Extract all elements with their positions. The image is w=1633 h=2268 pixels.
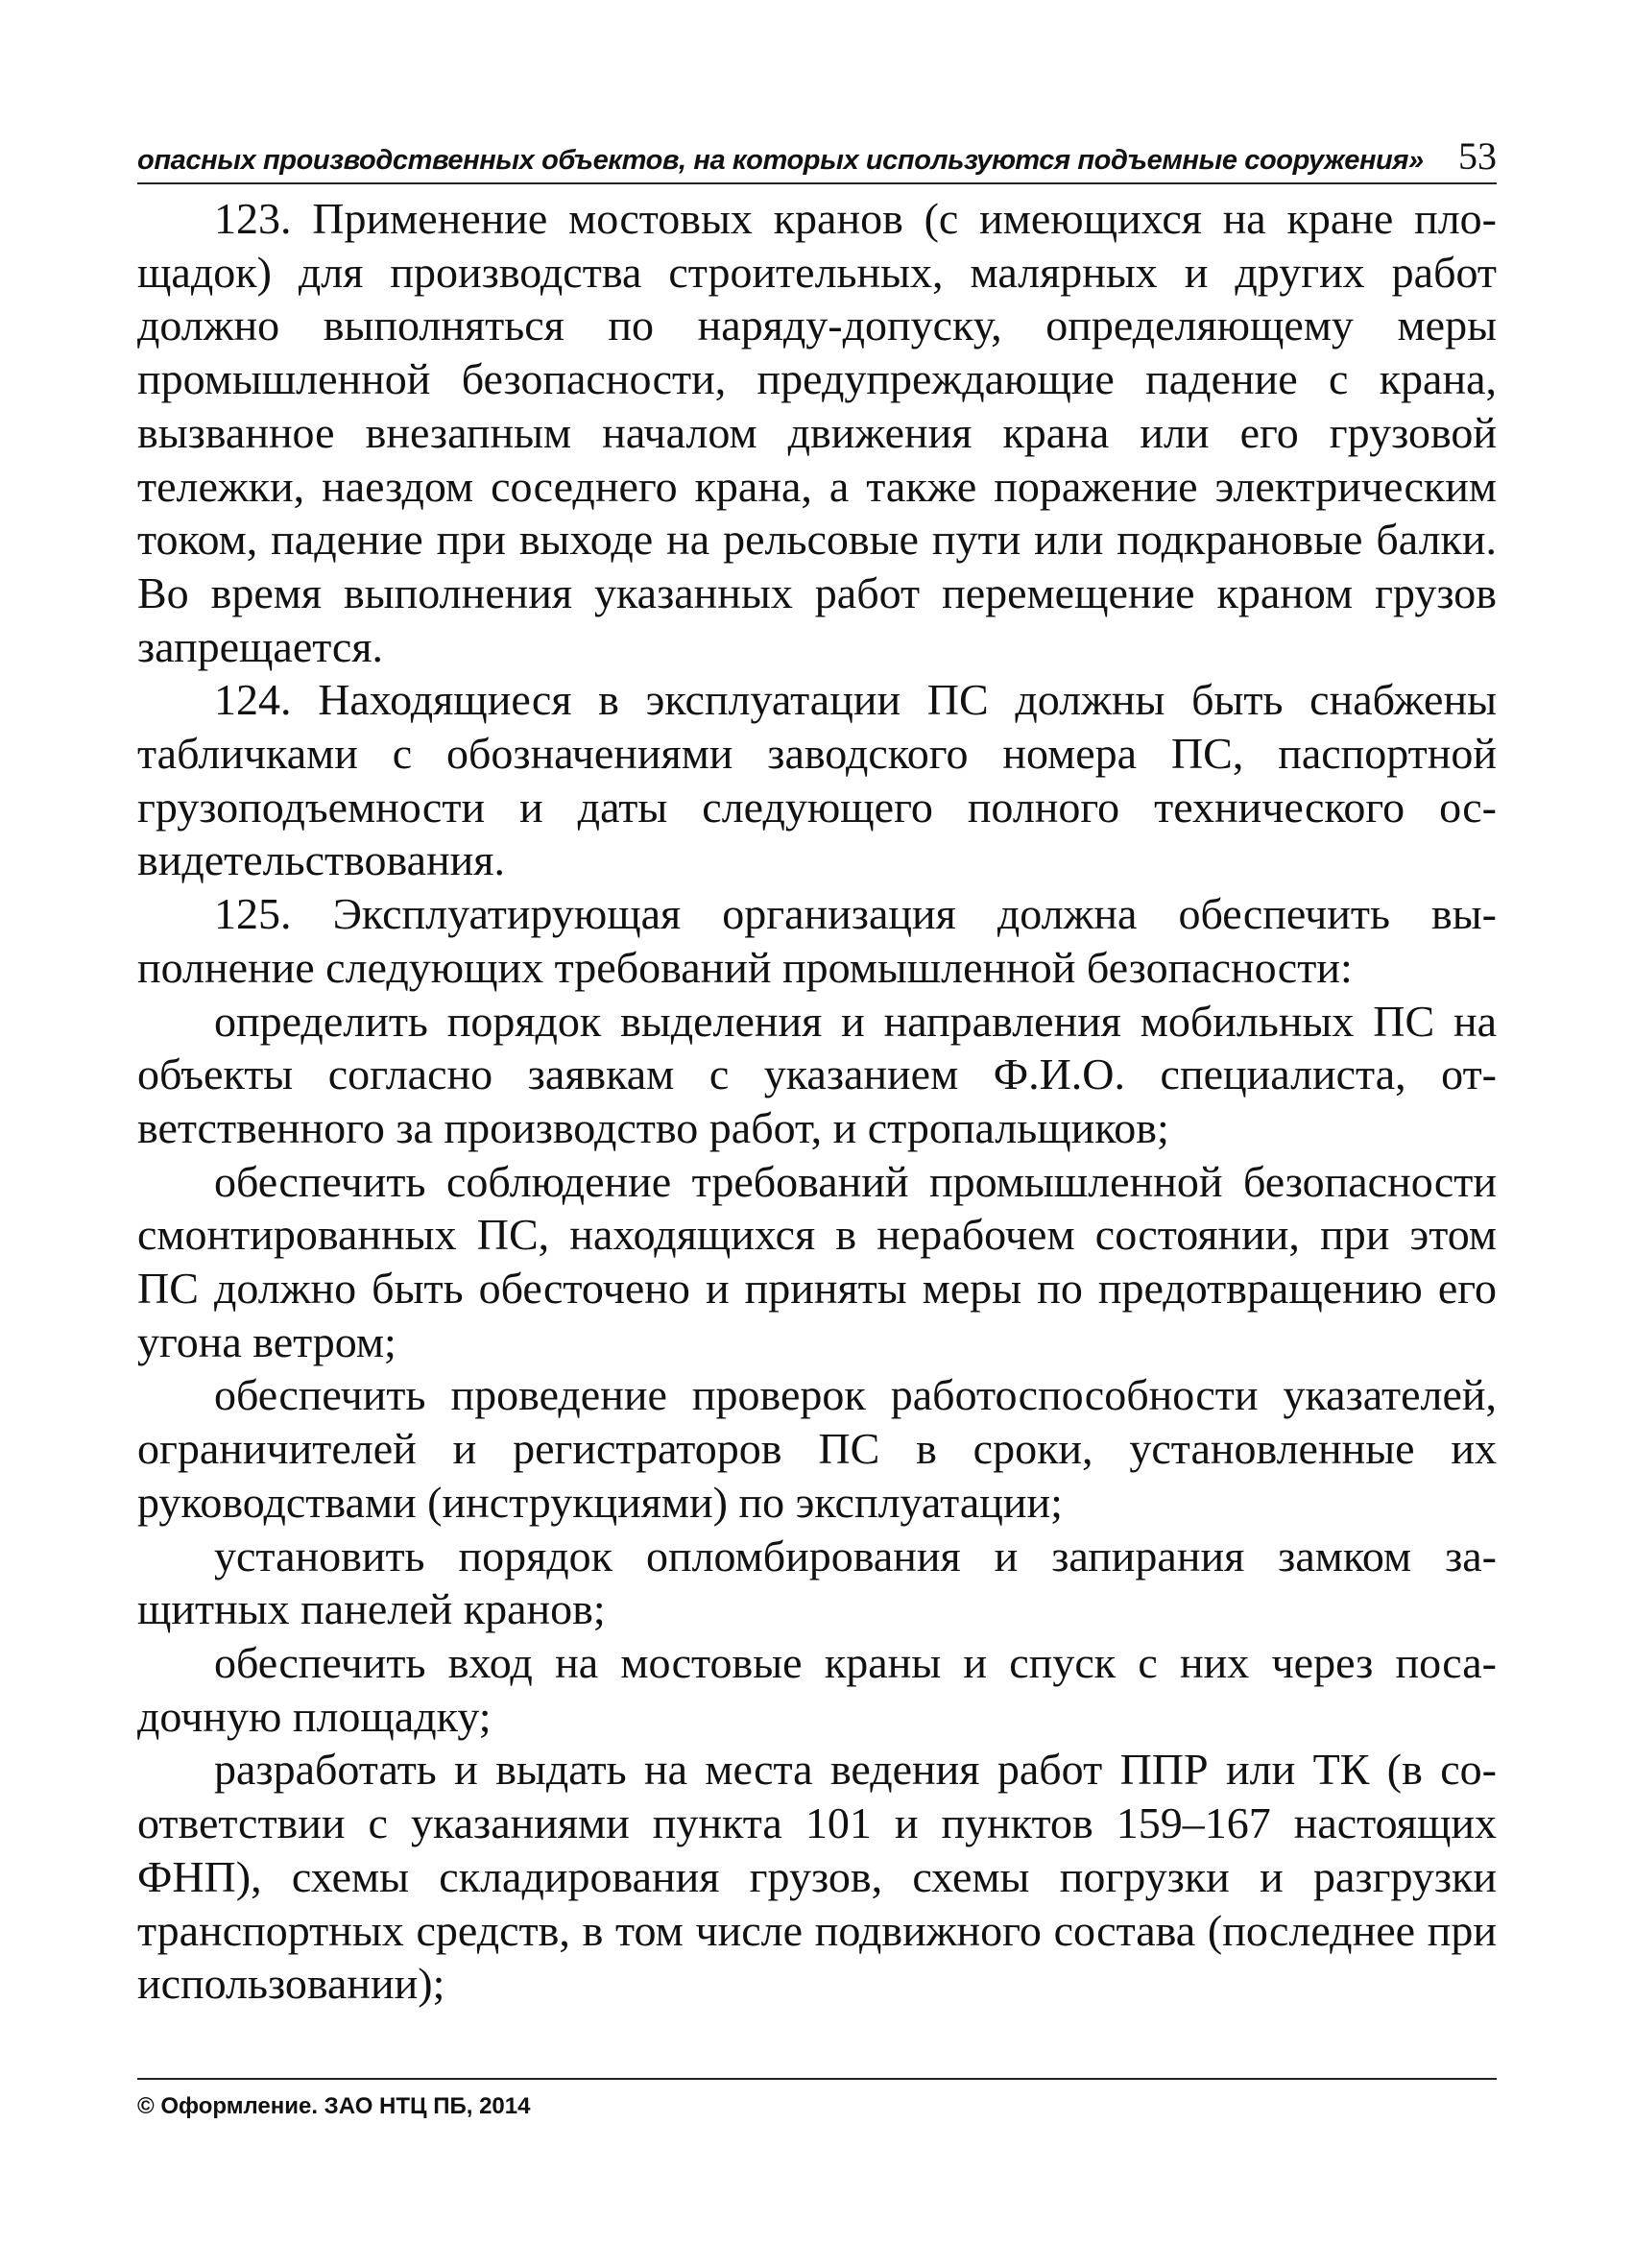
- list-item-idle-cranes: обеспечить соблюдение требований промышленной безопасности смонтированных ПС, находящихся в нерабочем состоянии, при этом ПС должно быть обесточено и приняты меры по предотвращению его угона ветром;: [137, 1156, 1497, 1366]
- footer-divider: [137, 2078, 1497, 2080]
- paragraph-123: 123. Применение мостовых кранов (с имеющихся на кране площадок) для производства строительных, малярных и других работ должно выполняться по наряду-допуску, определяющему меры промышленной безопасности, предупреждающие падение с крана, вызванное внезапным началом движения крана или его грузовой тележки, наездом соседнего крана, а также поражение электрическим током, падение при выходе на рельсовые пути или подкрановые балки. Во время выполнения указанных работ перемещение краном грузов запрещается.: [137, 194, 1497, 671]
- page-number: 53: [1458, 134, 1497, 178]
- body-text: [137, 192, 1497, 2011]
- list-item-indicator-checks: обеспечить проведение проверок работоспособности указателей, ограничителей и регистраторов ПС в сроки, установленные их руководствами (инструкциями) по эксплуатации;: [137, 1370, 1497, 1527]
- paragraph-124: 124. Находящиеся в эксплуатации ПС должны быть снабжены табличками с обозначениями заводского номера ПС, паспортной грузоподъемности и даты следующего полного технического освидетельствования.: [137, 675, 1497, 885]
- list-item-mobile-cranes: определить порядок выделения и направления мобильных ПС на объекты согласно заявкам с указанием Ф.И.О. специалиста, ответственного за производство работ, и стропальщиков;: [137, 996, 1497, 1152]
- list-item-landing-platform: обеспечить вход на мостовые краны и спуск с них через посадочную площадку;: [137, 1637, 1497, 1741]
- list-item-work-plans: разработать и выдать на места ведения работ ППР или ТК (в соответствии с указаниями пункта 101 и пунктов 159–167 настоящих ФНП), схемы складирования грузов, схемы погрузки и разгрузки транспортных средств, в том числе подвижного состава (последнее при использовании);: [137, 1745, 1497, 2009]
- list-item-sealing: установить порядок опломбирования и запирания замком защитных панелей кранов;: [137, 1531, 1497, 1634]
- paragraph-125: 125. Эксплуатирующая организация должна обеспечить выполнение следующих требований промышленной безопасности:: [137, 889, 1497, 992]
- footer-copyright: © Оформление. ЗАО НТЦ ПБ, 2014: [137, 2093, 531, 2119]
- page-header: [137, 123, 1497, 184]
- running-title: опасных производственных объектов, на которых используются подъемные сооружения»: [137, 145, 1424, 176]
